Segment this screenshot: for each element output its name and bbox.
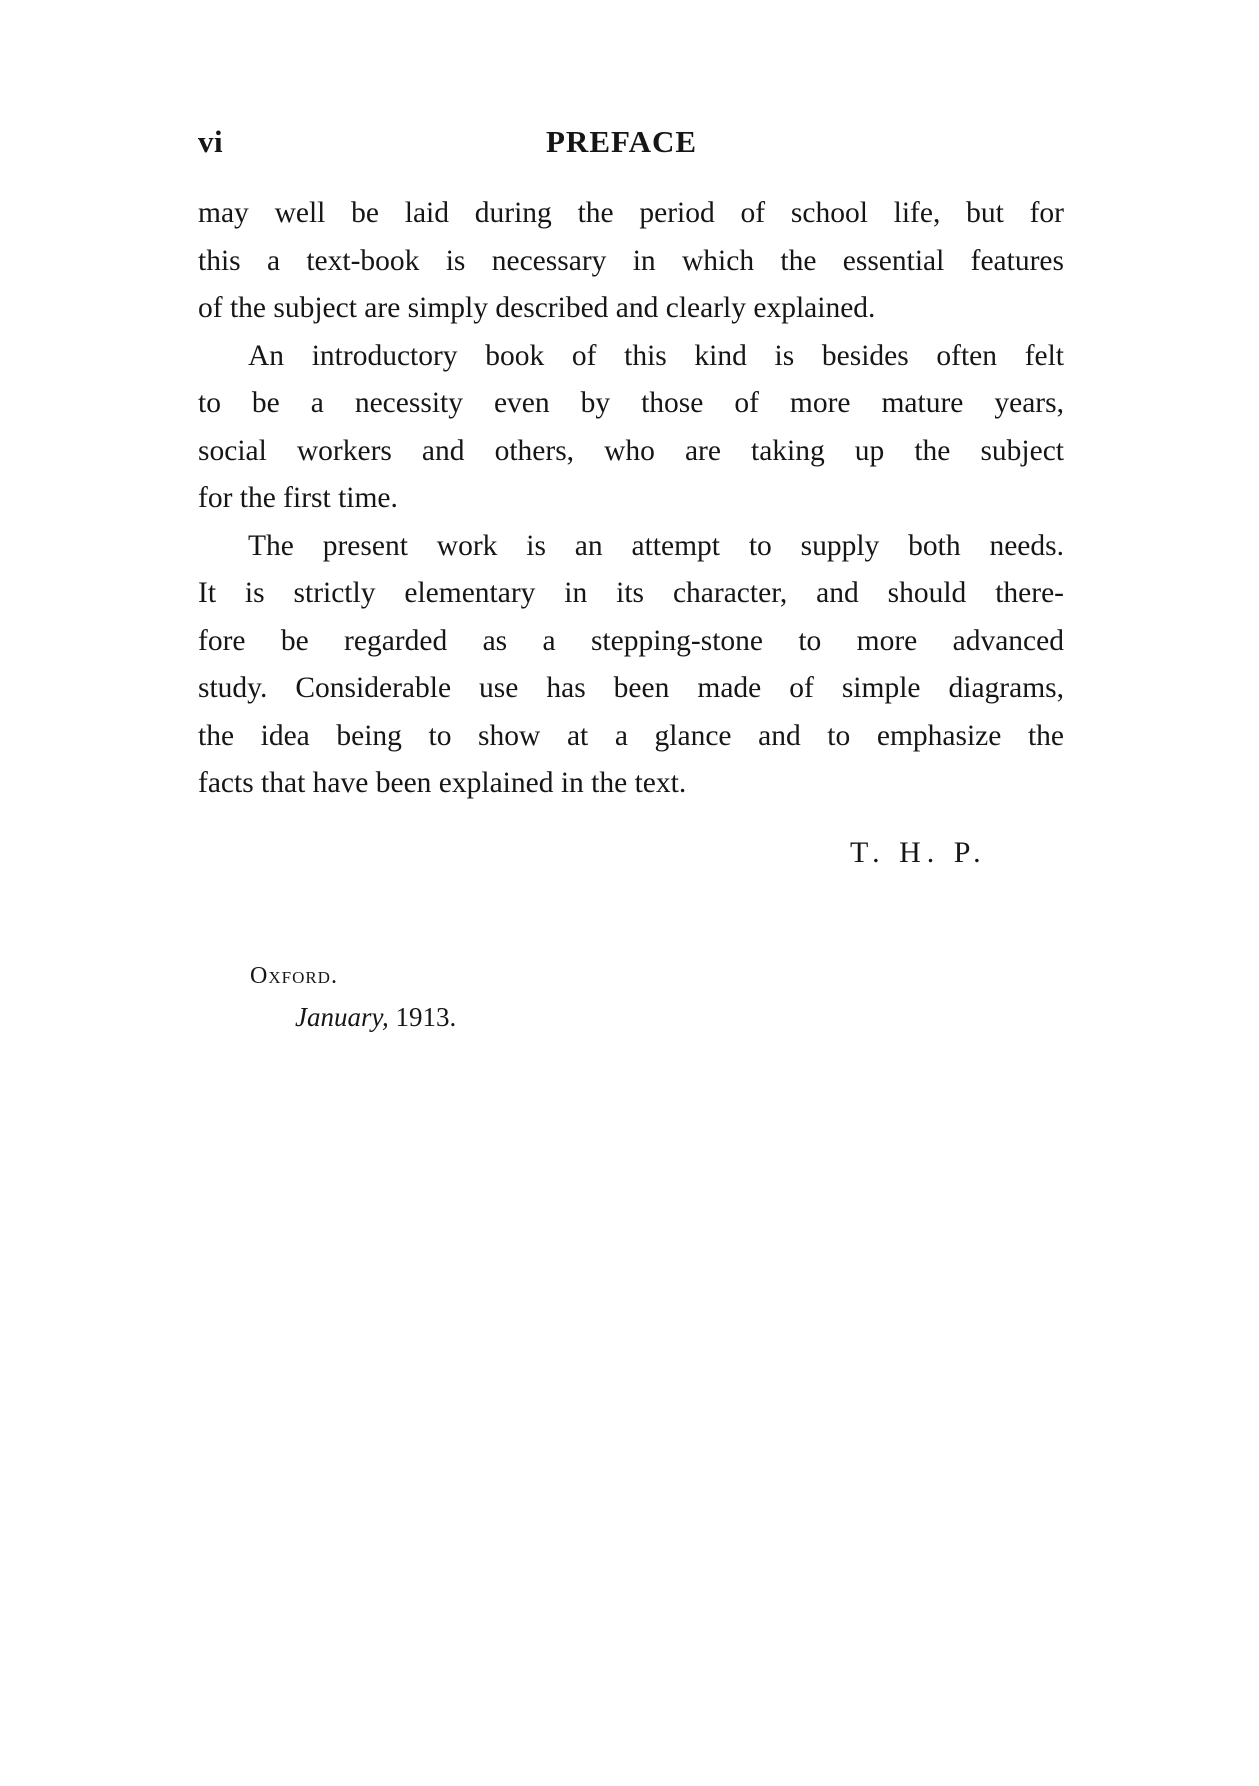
text-line: An introductory book of this kind is besides often felt <box>248 339 1064 372</box>
text-line: facts that have been explained in the text. <box>198 767 687 799</box>
paragraph <box>198 333 1064 523</box>
text-line: study. Considerable use has been made of simple diagrams, <box>198 672 1064 704</box>
text-line: may well be laid during the period of school life, but for <box>198 197 1064 229</box>
text-line: for the first time. <box>198 482 398 514</box>
text-line: It is strictly elementary in its character, and should there- <box>198 577 1064 609</box>
running-title: PREFACE <box>546 124 698 159</box>
text-line: of the subject are simply described and clearly explained. <box>198 292 876 324</box>
preface-body <box>198 190 1064 808</box>
date-line <box>295 1002 456 1033</box>
date-month: January, <box>295 1002 389 1032</box>
date-year: 1913. <box>395 1002 457 1032</box>
text-line: social workers and others, who are taking up the subject <box>198 434 1064 467</box>
place-line: Oxford. <box>250 963 338 989</box>
text-line: to be a necessity even by those of more mature years, <box>198 387 1064 419</box>
paragraph <box>198 190 1064 333</box>
text-line: the idea being to show at a glance and to emphasize the <box>198 719 1064 752</box>
text-line: this a text-book is necessary in which the essential features <box>198 244 1064 277</box>
running-head <box>198 124 1058 164</box>
text-line: fore be regarded as a stepping-stone to more advanced <box>198 624 1064 657</box>
paragraph <box>198 523 1064 808</box>
page-number: vi <box>198 124 224 159</box>
text-line: The present work is an attempt to supply both needs. <box>248 529 1064 562</box>
author-initials: T. H. P. <box>850 836 987 869</box>
